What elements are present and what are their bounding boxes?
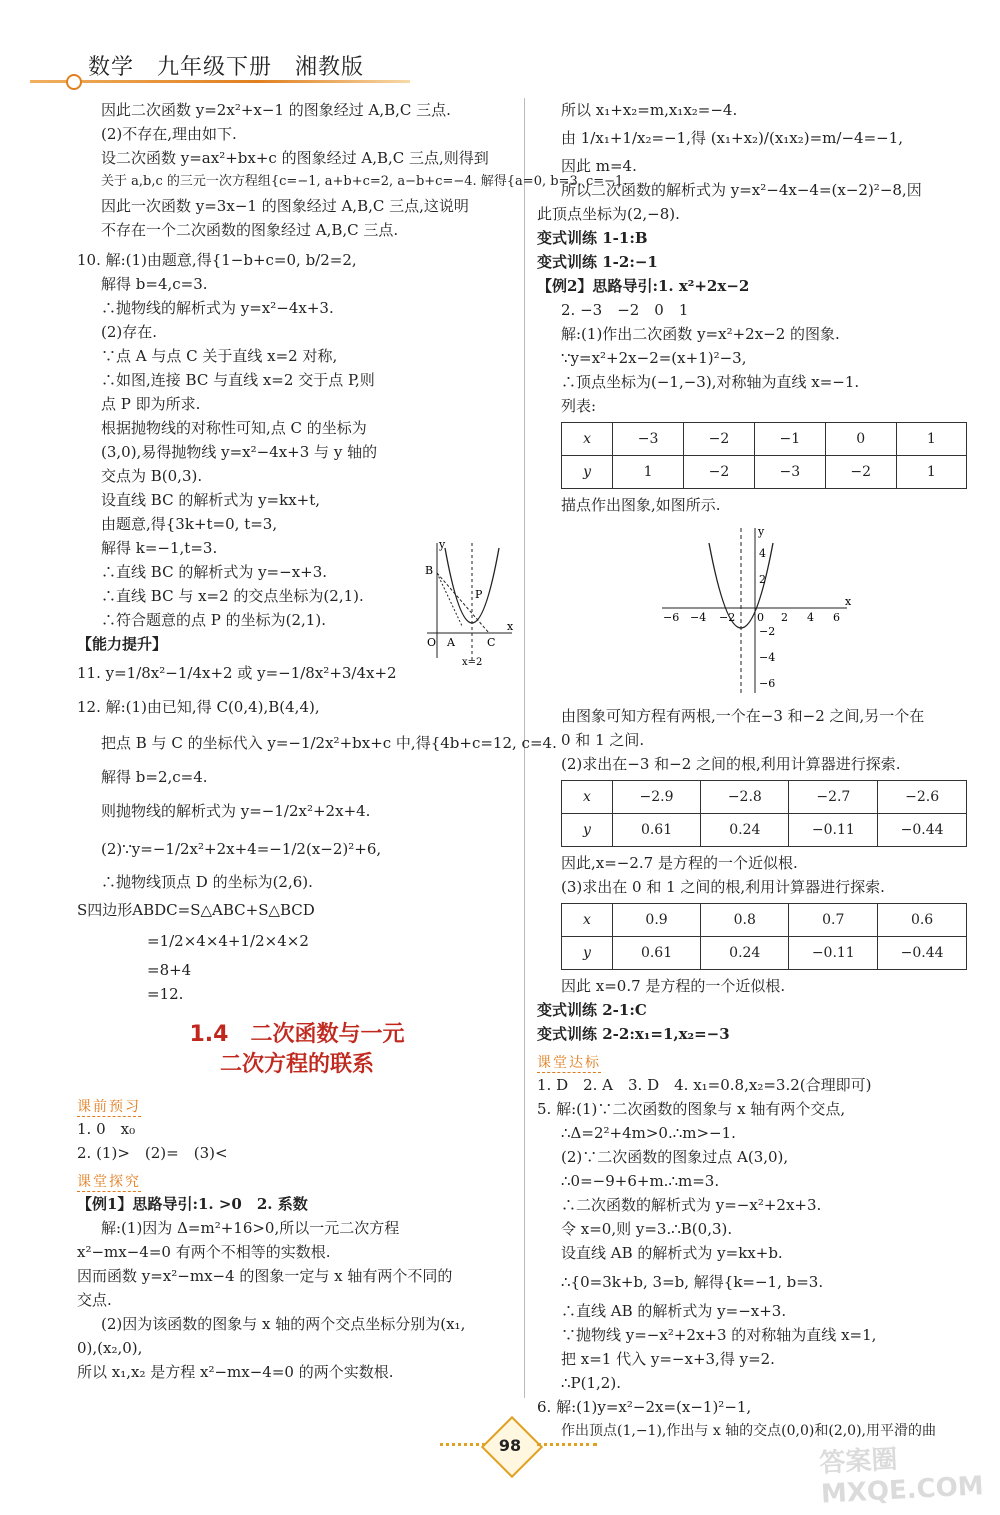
- text-line: 变式训练 2-1:C: [537, 1001, 647, 1019]
- footer-dots-left: [440, 1443, 485, 1446]
- header-dot: [66, 74, 82, 90]
- table-cell: 1: [896, 456, 966, 489]
- text-line: =12.: [147, 985, 184, 1003]
- text-line: 10. 解:(1)由题意,得{1−b+c=0, b/2=2,: [77, 251, 357, 269]
- text-line: ∴{0=3k+b, 3=b, 解得{k=−1, b=3.: [561, 1273, 824, 1291]
- text-line: ∵y=x²+2x−2=(x+1)²−3,: [561, 349, 747, 367]
- table-cell: y: [562, 937, 613, 970]
- function-graph: [657, 523, 857, 698]
- table-cell: 0.8: [701, 904, 789, 937]
- standard-heading: 课堂达标: [537, 1052, 601, 1073]
- text-line: 5. 解:(1)∵二次函数的图象与 x 轴有两个交点,: [537, 1100, 846, 1118]
- value-table-1: [561, 422, 967, 489]
- table-row: [562, 937, 967, 970]
- table-cell: −3: [613, 423, 684, 456]
- text-line: S四边形ABDC=S△ABC+S△BCD: [77, 901, 315, 919]
- text-line: 因此 m=4.: [561, 157, 637, 175]
- text-line: ∴顶点坐标为(−1,−3),对称轴为直线 x=−1.: [561, 373, 860, 391]
- text-line: 【例2】思路导引:1. x²+2x−2: [537, 277, 750, 295]
- text-line: 【例1】思路导引:1. >0 2. 系数: [77, 1195, 308, 1213]
- table-cell: −0.11: [789, 814, 878, 847]
- text-line: 解:(1)因为 Δ=m²+16>0,所以一元二次方程: [101, 1219, 400, 1237]
- text-line: 不存在一个二次函数的图象经过 A,B,C 三点.: [101, 221, 399, 239]
- table-cell: y: [562, 814, 613, 847]
- parabola-figure: [417, 538, 517, 668]
- text-line: 描点作出图象,如图所示.: [561, 496, 721, 514]
- header-title: 数学 九年级下册 湘教版: [88, 55, 365, 80]
- label-x: x: [507, 620, 514, 633]
- tick-y: −6: [759, 677, 776, 690]
- tick-y: −2: [759, 625, 776, 638]
- section-title-line2: 二次方程的联系: [219, 1052, 374, 1077]
- watermark: 答案圈 MXQE.COM: [818, 1444, 985, 1510]
- text-line: (3)求出在 0 和 1 之间的根,利用计算器进行探索.: [561, 878, 885, 896]
- value-table-3: [561, 903, 967, 970]
- table-cell: x: [562, 423, 613, 456]
- section-title-line1: 1.4 二次函数与一元: [189, 1022, 405, 1047]
- text-line: 12. 解:(1)由已知,得 C(0,4),B(4,4),: [77, 698, 320, 716]
- table-cell: 1: [896, 423, 966, 456]
- table-cell: −0.44: [878, 937, 967, 970]
- table-cell: 0: [825, 423, 896, 456]
- block-r1: [537, 98, 967, 418]
- text-line: 交点为 B(0,3).: [101, 467, 203, 485]
- text-line: 列表:: [561, 397, 597, 415]
- text-line: (2)求出在−3 和−2 之间的根,利用计算器进行探索.: [561, 755, 901, 773]
- text-line: ∴抛物线顶点 D 的坐标为(2,6).: [101, 873, 313, 891]
- text-line: ∴直线 BC 与 x=2 的交点坐标为(2,1).: [101, 587, 364, 605]
- text-line: 把 x=1 代入 y=−x+3,得 y=2.: [561, 1350, 775, 1368]
- table-cell: x: [562, 781, 613, 814]
- table-cell: 0.24: [701, 814, 789, 847]
- text-line: 根据抛物线的对称性可知,点 C 的坐标为: [101, 419, 367, 437]
- text-line: 2. −3 −2 0 1: [561, 301, 689, 319]
- text-line: 6. 解:(1)y=x²−2x=(x−1)²−1,: [537, 1398, 752, 1416]
- table-cell: 0.9: [612, 904, 700, 937]
- text-line: ∴二次函数的解析式为 y=−x²+2x+3.: [561, 1196, 822, 1214]
- text-line: ∴0=−9+6+m.∴m=3.: [561, 1172, 720, 1190]
- block-r2: [537, 704, 967, 776]
- table-cell: −3: [754, 456, 825, 489]
- section-title: [77, 1020, 517, 1080]
- table-cell: −2: [684, 423, 755, 456]
- text-line: 作出顶点(1,−1),作出与 x 轴的交点(0,0)和(2,0),用平滑的曲: [561, 1423, 936, 1439]
- text-line: 变式训练 1-1:B: [537, 229, 648, 247]
- text-line: 则抛物线的解析式为 y=−1/2x²+2x+4.: [101, 802, 371, 820]
- table-row: [562, 423, 967, 456]
- ability-heading: 【能力提升】: [77, 635, 168, 653]
- table-cell: −2: [684, 456, 755, 489]
- table-cell: −0.44: [878, 814, 967, 847]
- page-number: 98: [498, 1435, 522, 1455]
- preview-heading: 课前预习: [77, 1096, 141, 1117]
- tick-x: 0: [757, 611, 764, 624]
- table-cell: 0.24: [701, 937, 789, 970]
- text-line: ∴抛物线的解析式为 y=x²−4x+3.: [101, 299, 334, 317]
- text-line: 解得 b=2,c=4.: [101, 768, 208, 786]
- table-row: [562, 904, 967, 937]
- label-p: P: [475, 588, 483, 601]
- tick-x: 6: [833, 611, 840, 624]
- text-line: (2)不存在,理由如下.: [101, 125, 237, 143]
- table-cell: y: [562, 456, 613, 489]
- text-line: ∵抛物线 y=−x²+2x+3 的对称轴为直线 x=1,: [561, 1326, 877, 1344]
- label-a: A: [447, 636, 455, 649]
- text-line: 所以 x₁,x₂ 是方程 x²−mx−4=0 的两个实数根.: [77, 1363, 394, 1381]
- text-line: =1/2×4×4+1/2×4×2: [147, 932, 309, 950]
- text-line: ∴P(1,2).: [561, 1374, 621, 1392]
- label-y: y: [439, 538, 446, 551]
- text-line: (2)∵二次函数的图象过点 A(3,0),: [561, 1148, 789, 1166]
- text-line: 因此 x=0.7 是方程的一个近似根.: [561, 977, 786, 995]
- example-1: [77, 1192, 517, 1384]
- text-line: 把点 B 与 C 的坐标代入 y=−1/2x²+bx+c 中,得{4b+c=12, c=4.: [101, 734, 557, 752]
- text-line: 点 P 即为所求.: [101, 395, 201, 413]
- table-cell: 0.61: [612, 937, 700, 970]
- label-b: B: [425, 564, 434, 577]
- table-row: [562, 781, 967, 814]
- table-cell: −2.6: [878, 781, 967, 814]
- text-line: 设直线 BC 的解析式为 y=kx+t,: [101, 491, 321, 509]
- text-line: (2)因为该函数的图象与 x 轴的两个交点坐标分别为(x₁,: [101, 1315, 466, 1333]
- table-cell: −2.7: [789, 781, 878, 814]
- text-line: 关于 a,b,c 的三元一次方程组{c=−1, a+b+c=2, a−b+c=−4. 解得{a=0, b=3, c=−1.: [101, 174, 628, 189]
- table-row: [562, 456, 967, 489]
- tick-x: −6: [663, 611, 680, 624]
- text-line: 0 和 1 之间.: [561, 731, 645, 749]
- axis-y-label: y: [758, 525, 765, 538]
- text-line: 此顶点坐标为(2,−8).: [537, 205, 680, 223]
- table-cell: −0.11: [789, 937, 878, 970]
- text-line: ∴直线 AB 的解析式为 y=−x+3.: [561, 1302, 787, 1320]
- text-line: 交点.: [77, 1291, 112, 1309]
- text-line: 因此,x=−2.7 是方程的一个近似根.: [561, 854, 798, 872]
- table-cell: 0.6: [878, 904, 967, 937]
- page-header: [0, 0, 1000, 92]
- text-line: ∴符合题意的点 P 的坐标为(2,1).: [101, 611, 326, 629]
- tick-y: 4: [759, 547, 766, 560]
- label-x2: x=2: [462, 657, 483, 668]
- text-line: 由题意,得{3k+t=0, t=3,: [101, 515, 278, 533]
- text-line: 变式训练 1-2:−1: [537, 253, 658, 271]
- table-cell: −2.8: [701, 781, 789, 814]
- table-cell: −1: [754, 423, 825, 456]
- text-line: (2)存在.: [101, 323, 158, 341]
- table-row: [562, 814, 967, 847]
- text-line: 因此二次函数 y=2x²+x−1 的图象经过 A,B,C 三点.: [101, 101, 451, 119]
- tick-x: 2: [781, 611, 788, 624]
- text-line: 所以二次函数的解析式为 y=x²−4x−4=(x−2)²−8,因: [561, 181, 922, 199]
- text-line: 所以 x₁+x₂=m,x₁x₂=−4.: [561, 101, 738, 119]
- text-line: 令 x=0,则 y=3.∴B(0,3).: [561, 1220, 733, 1238]
- table-cell: 1: [613, 456, 684, 489]
- table-cell: −2: [825, 456, 896, 489]
- value-table-2: [561, 780, 967, 847]
- text-line: 设直线 AB 的解析式为 y=kx+b.: [561, 1244, 783, 1262]
- explore-heading: 课堂探究: [77, 1171, 141, 1192]
- label-c: C: [487, 636, 496, 649]
- text-line: (2)∵y=−1/2x²+2x+4=−1/2(x−2)²+6,: [101, 840, 382, 858]
- tick-x: 4: [807, 611, 814, 624]
- text-line: ∴直线 BC 的解析式为 y=−x+3.: [101, 563, 328, 581]
- text-line: 2. (1)> (2)= (3)<: [77, 1144, 228, 1162]
- axis-x-label: x: [845, 595, 852, 608]
- text-line: 由图象可知方程有两根,一个在−3 和−2 之间,另一个在: [561, 707, 925, 725]
- text-line: 解得 b=4,c=3.: [101, 275, 208, 293]
- text-line: 1. D 2. A 3. D 4. x₁=0.8,x₂=3.2(合理即可): [537, 1076, 872, 1094]
- table-cell: 0.7: [789, 904, 878, 937]
- block-r5: [537, 1073, 967, 1443]
- text-line: 变式训练 2-2:x₁=1,x₂=−3: [537, 1025, 730, 1043]
- tick-y: 2: [759, 573, 766, 586]
- text-line: (3,0),易得抛物线 y=x²−4x+3 与 y 轴的: [101, 443, 378, 461]
- text-line: 因而函数 y=x²−mx−4 的图象一定与 x 轴有两个不同的: [77, 1267, 453, 1285]
- table-cell: 0.61: [612, 814, 700, 847]
- text-line: 设二次函数 y=ax²+bx+c 的图象经过 A,B,C 三点,则得到: [101, 149, 489, 167]
- text-line: x²−mx−4=0 有两个不相等的实数根.: [77, 1243, 331, 1261]
- text-line: 因此一次函数 y=3x−1 的图象经过 A,B,C 三点,这说明: [101, 197, 469, 215]
- problems-11-12: [77, 656, 557, 1006]
- text-line: ∴Δ=2²+4m>0.∴m>−1.: [561, 1124, 736, 1142]
- table-cell: −2.9: [612, 781, 700, 814]
- text-line: 1. 0 x₀: [77, 1120, 136, 1138]
- table-cell: x: [562, 904, 613, 937]
- label-o: O: [427, 636, 437, 649]
- text-line: 解得 k=−1,t=3.: [101, 539, 218, 557]
- footer-dots-right: [537, 1443, 597, 1446]
- text-line: 解:(1)作出二次函数 y=x²+2x−2 的图象.: [561, 325, 840, 343]
- text-line: 由 1/x₁+1/x₂=−1,得 (x₁+x₂)/(x₁x₂)=m/−4=−1,: [561, 129, 904, 147]
- text-line: ∵点 A 与点 C 关于直线 x=2 对称,: [101, 347, 338, 365]
- text-line: ∴如图,连接 BC 与直线 x=2 交于点 P,则: [101, 371, 375, 389]
- tick-x: −2: [719, 611, 736, 624]
- text-line: 0),(x₂,0),: [77, 1339, 143, 1357]
- tick-x: −4: [690, 611, 707, 624]
- header-rule: [30, 80, 410, 83]
- tick-y: −4: [759, 651, 776, 664]
- text-line: =8+4: [147, 961, 192, 979]
- right-column: [537, 98, 967, 1443]
- text-line: 11. y=1/8x²−1/4x+2 或 y=−1/8x²+3/4x+2: [77, 664, 397, 682]
